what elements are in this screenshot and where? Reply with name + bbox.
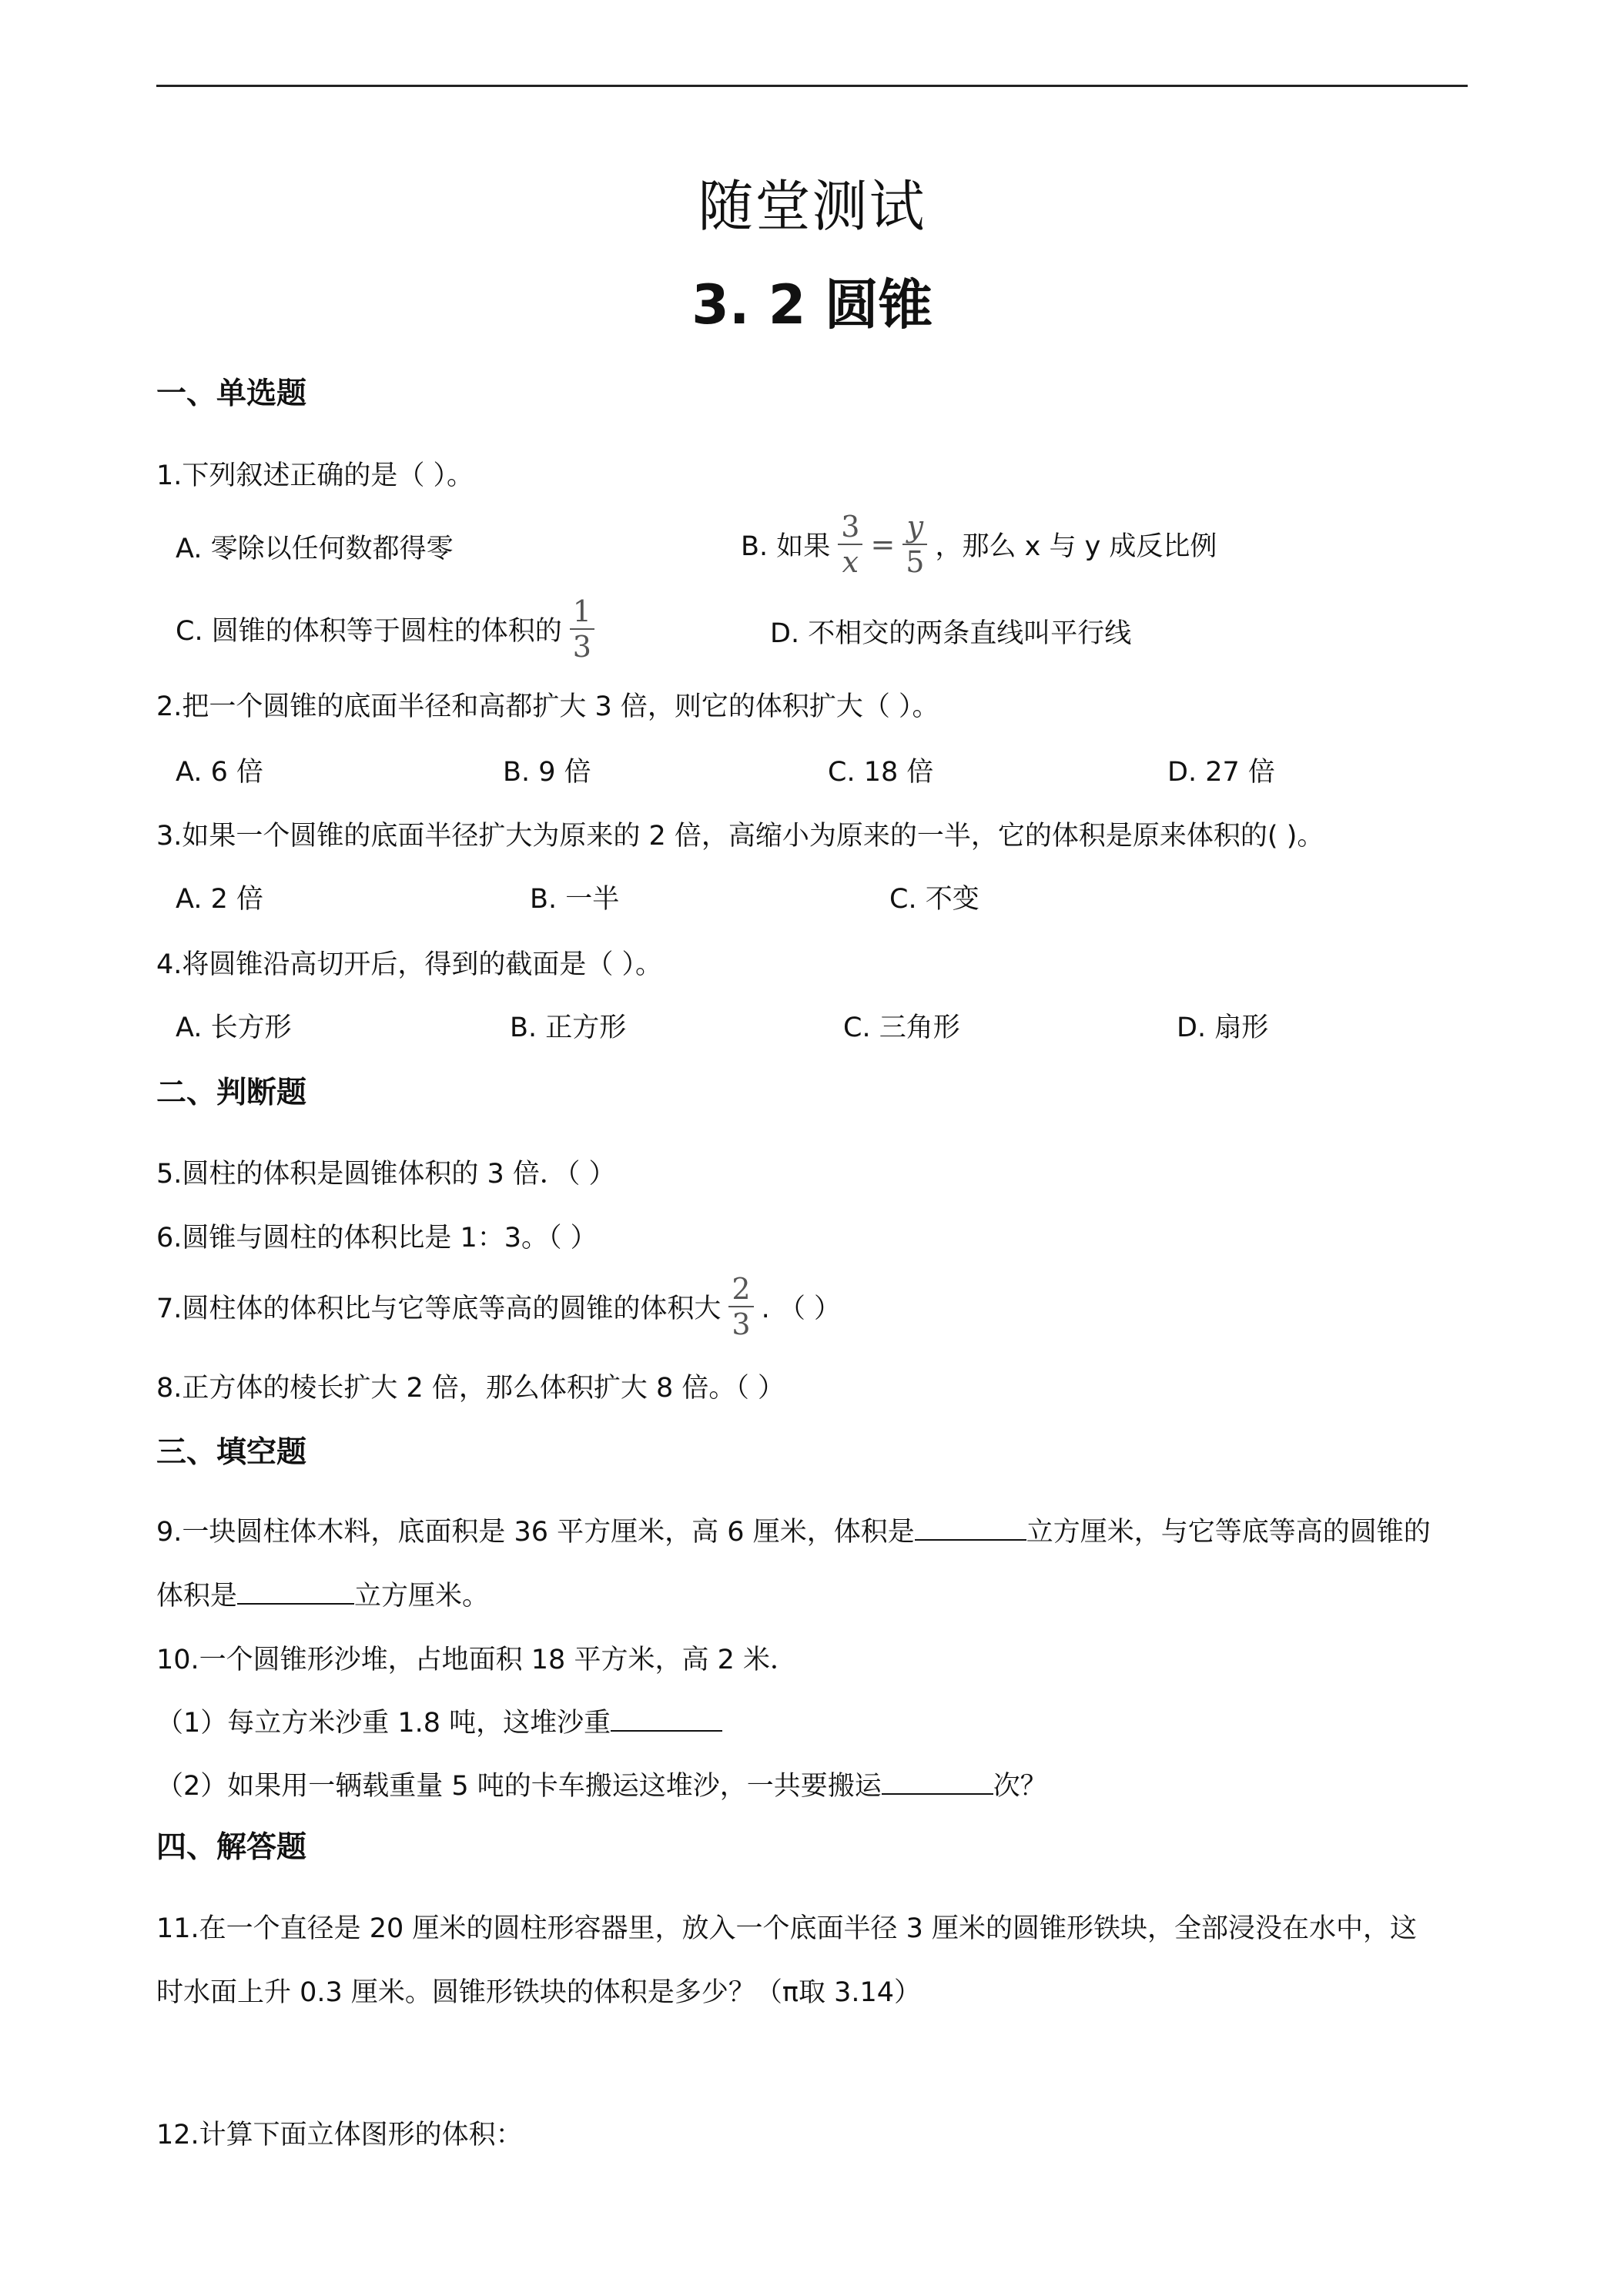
- answer-blank[interactable]: [882, 1770, 993, 1795]
- question-9-line-1: [156, 1511, 1431, 1549]
- question-12: 12.计算下面立体图形的体积：: [156, 2120, 523, 2150]
- question-3-option-a: A. 2 倍: [176, 884, 263, 915]
- question-4-option-d: D. 扇形: [1177, 1012, 1269, 1043]
- fraction-numerator: 3: [838, 512, 862, 545]
- fraction-3-over-x: [838, 512, 862, 577]
- fraction-2-over-3: [728, 1274, 753, 1339]
- question-9-text-c: 体积是: [156, 1581, 238, 1612]
- fraction-denominator: 5: [906, 545, 925, 579]
- fraction-numerator: y: [906, 510, 924, 544]
- question-6: 6.圆锥与圆柱的体积比是 1：3。（ ）: [156, 1223, 598, 1253]
- question-10-stem: 10.一个圆锥形沙堆，占地面积 18 平方米，高 2 米．: [156, 1645, 797, 1675]
- question-10-part-2-suffix: 次？: [993, 1771, 1047, 1802]
- question-3-option-b: B. 一半: [530, 884, 620, 915]
- question-7: [156, 1274, 841, 1339]
- option-b-suffix: ，那么 x 与 y 成反比例: [935, 531, 1217, 562]
- question-10-part-2: [156, 1765, 1047, 1803]
- question-9-line-2: [156, 1575, 489, 1613]
- question-4-option-a: A. 长方形: [176, 1012, 292, 1043]
- question-11-line-2: 时水面上升 0.3 厘米。圆锥形铁块的体积是多少？（π取 3.14）: [156, 1977, 922, 2008]
- question-9-text-d: 立方厘米。: [354, 1581, 490, 1612]
- question-11-line-1: 11.在一个直径是 20 厘米的圆柱形容器里，放入一个底面半径 3 厘米的圆锥形铁块，全部浸没在水中，这: [156, 1913, 1417, 1944]
- question-2-option-b: B. 9 倍: [503, 757, 591, 788]
- section-heading-3: 三、填空题: [156, 1435, 307, 1470]
- fraction-numerator: 2: [728, 1274, 753, 1307]
- question-3-option-c: C. 不变: [889, 884, 979, 915]
- question-10-part-2-text: （2）如果用一辆载重量 5 吨的卡车搬运这堆沙，一共要搬运: [156, 1771, 882, 1802]
- question-9-text-b: 立方厘米，与它等底等高的圆锥的: [1026, 1517, 1431, 1548]
- question-9-text-a: 9.一块圆柱体木料，底面积是 36 平方厘米，高 6 厘米，体积是: [156, 1517, 915, 1548]
- question-2-option-a: A. 6 倍: [176, 757, 263, 788]
- section-heading-4: 四、解答题: [156, 1830, 307, 1865]
- question-1-option-c: [176, 594, 602, 664]
- question-7-text: 7.圆柱体的体积比与它等底等高的圆锥的体积大: [156, 1294, 722, 1324]
- question-3-stem: 3.如果一个圆锥的底面半径扩大为原来的 2 倍，高缩小为原来的一半，它的体积是原来体积的( )。: [156, 821, 1324, 852]
- question-5: 5.圆柱的体积是圆锥体积的 3 倍．（ ）: [156, 1159, 616, 1190]
- fraction-numerator: 1: [570, 597, 594, 630]
- fraction-y-over-5: [902, 512, 927, 577]
- fraction-denominator: 3: [572, 630, 591, 664]
- question-1-option-a: A. 零除以任何数都得零: [176, 534, 454, 564]
- section-heading-2: 二、判断题: [156, 1076, 307, 1110]
- fraction-denominator: x: [842, 545, 859, 579]
- question-10-part-1-text: （1）每立方米沙重 1.8 吨，这堆沙重: [156, 1708, 611, 1739]
- equals-sign: =: [870, 527, 896, 561]
- option-c-text: C. 圆锥的体积等于圆柱的体积的: [176, 616, 562, 647]
- question-4-option-c: C. 三角形: [843, 1012, 960, 1043]
- fraction-denominator: 3: [732, 1307, 751, 1341]
- section-heading-1: 一、单选题: [156, 377, 307, 411]
- page-subtitle: 3. 2 圆锥: [691, 273, 933, 336]
- question-8: 8.正方体的棱长扩大 2 倍，那么体积扩大 8 倍。（ ）: [156, 1373, 785, 1404]
- page-title: 随堂测试: [698, 174, 926, 239]
- question-2-option-d: D. 27 倍: [1167, 757, 1275, 788]
- answer-blank[interactable]: [237, 1580, 354, 1605]
- question-1-stem: 1.下列叙述正确的是（ ）。: [156, 460, 474, 491]
- answer-blank[interactable]: [915, 1516, 1026, 1541]
- question-10-part-1: [156, 1702, 722, 1740]
- question-2-stem: 2.把一个圆锥的底面半径和高都扩大 3 倍，则它的体积扩大（ ）。: [156, 691, 939, 722]
- top-rule: [156, 85, 1468, 87]
- option-b-prefix: B. 如果: [741, 531, 831, 562]
- question-1-option-b: [741, 512, 1217, 577]
- fraction-1-over-3: [570, 594, 594, 664]
- question-2-option-c: C. 18 倍: [828, 757, 934, 788]
- answer-blank[interactable]: [611, 1707, 722, 1732]
- question-4-option-b: B. 正方形: [510, 1012, 627, 1043]
- question-4-stem: 4.将圆锥沿高切开后，得到的截面是（ ）。: [156, 949, 663, 980]
- question-7-suffix: . （ ）: [761, 1294, 841, 1324]
- question-1-option-d: D. 不相交的两条直线叫平行线: [770, 618, 1132, 649]
